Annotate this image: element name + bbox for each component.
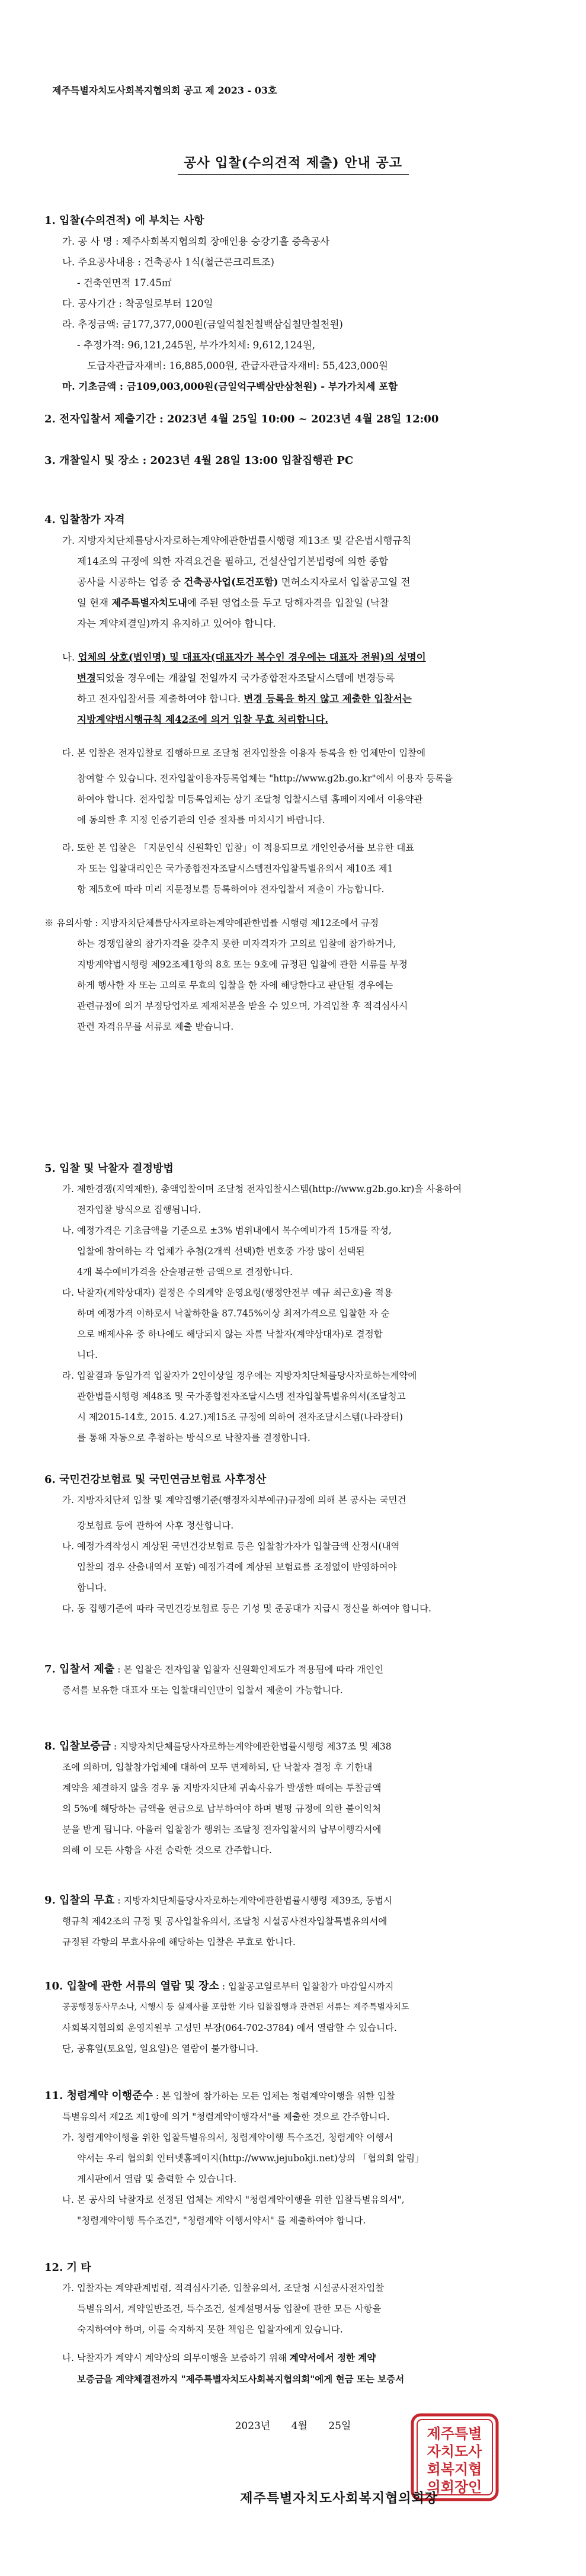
seal-text-2: 자치도사 [427, 2443, 482, 2460]
doc-review-3: 사회복지협의회 운영지원부 고성민 부장(064-702-3784) 에서 열람할 수 있습니다. [62, 2023, 397, 2033]
qualification-ga-2: 제14조의 규정에 의한 자격요건을 필하고, 건설산업기본법령에 의한 종합 [77, 556, 389, 567]
text-span: 일 현재 [77, 597, 112, 608]
caution-6: 관련 자격유무를 서류로 제출 받습니다. [77, 1021, 234, 1032]
material-costs: 도급자관급자재비: 16,885,000원, 관급자관급자재비: 55,423,000원 [87, 360, 388, 371]
text-span: : 본 입찰에 참가하는 모든 업체는 청렴계약이행을 위한 입찰 [152, 2091, 395, 2101]
qualification-na-4: 지방계약법시행규칙 제42조에 의거 입찰 무효 처리합니다. [77, 714, 329, 725]
method-da-4: 니다. [77, 1350, 98, 1360]
misc-ga-1: 가. 입찰자는 계약관계법령, 적격심사기준, 입찰유의서, 조달청 시설공사전자입찰 [62, 2283, 385, 2293]
method-da-1: 다. 낙찰자(계약상대자) 결정은 수의계약 운영요령(행정안전부 예규 최근호)을 적용 [62, 1287, 393, 1298]
section-10 [44, 1976, 550, 2059]
bid-bond-5: 분을 받게 됩니다. 아울러 입찰참가 행위는 조달청 전자입찰서의 납부이행각서에 [62, 1824, 382, 1835]
qualification-na-2 [44, 668, 550, 688]
bid-submission-2: 증서를 보유한 대표자 또는 입찰대리인만이 입찰서 제출이 가능합니다. [62, 1685, 343, 1696]
text-span: : 지방자치단체를당사자로하는계약에관한법률시행령 제37조 및 제38 [111, 1741, 392, 1752]
section-5-heading: 5. 입찰 및 낙찰자 결정방법 [44, 1162, 174, 1175]
seal-text-4: 의회장인 [427, 2478, 482, 2495]
text-span: 되었을 경우에는 개찰일 전일까지 국가종합전자조달시스템에 변경등록 [95, 672, 395, 684]
doc-review-4: 단, 공휴일(토요일, 일요일)은 열람이 불가합니다. [62, 2043, 259, 2054]
qualification-da-2: 참여할 수 있습니다. 전자입찰이용자등록업체는 "http://www.g2b.go.kr"에서 이용자 등록을 [77, 773, 453, 784]
section-12-cont [44, 2347, 550, 2390]
emphasis-text: 변경 [77, 672, 96, 684]
integrity-na-1: 나. 본 공사의 낙찰자로 선정된 업체는 계약시 "청렴계약이행을 위한 입찰특별유의서", [62, 2194, 405, 2205]
text-span: 나. 낙찰자가 계약시 계약상의 의무이행을 보증하기 위해 [62, 2353, 290, 2363]
integrity-ga-3: 게시판에서 열람 및 출력할 수 있습니다. [77, 2174, 237, 2184]
section-5 [44, 1158, 550, 1449]
integrity-ga-1: 가. 청렴계약이행을 위한 입찰특별유의서, 청렴계약이행 특수조건, 청렴계약 이행서 [62, 2132, 393, 2143]
method-na-2: 입찰에 참여하는 각 업체가 추첨(2개씩 선택)한 번호중 가장 많이 선택된 [77, 1246, 365, 1257]
insurance-na-1: 나. 예정가격작성시 계상된 국민건강보험료 등은 입찰참가자가 입찰금액 산정시(내역 [62, 1541, 400, 1552]
doc-review-1 [44, 1976, 550, 1997]
method-ra-3: 시 제2015-14호, 2015. 4.27.)제15조 규정에 의하여 전자조달시스템(나라장터) [77, 1412, 403, 1422]
qualification-na-3 [44, 688, 550, 709]
emphasis-text: 업체의 상호(법인명) 및 대표자(대표자가 복수인 경우에는 대표자 전원)의 성명이 [78, 652, 426, 663]
method-na-3: 4개 복수예비가격을 산술평균한 금액으로 결정합니다. [77, 1267, 293, 1277]
caution-4: 하게 행사한 자 또는 고의로 무효의 입찰을 한 자에 해당한다고 판단될 경우에는 [77, 980, 393, 991]
bid-bond-1 [44, 1736, 550, 1757]
bid-submission-period: 2. 전자입찰서 제출기간 : 2023년 4월 25일 10:00 ~ 2023년 4월 28일 12:00 [44, 413, 439, 425]
region: 제주특별자치도내 [111, 597, 187, 608]
project-name: 가. 공 사 명 : 제주사회복지협의회 장애인용 승강기홀 증축공사 [62, 236, 330, 247]
misc-ga-2: 특별유의서, 계약일반조건, 특수조건, 설계설명서등 입찰에 관한 모든 사항을 [77, 2303, 382, 2314]
estimated-price: - 추정가격: 96,121,245원, 부가가치세: 9,612,124원, [77, 339, 315, 351]
section-2 [44, 409, 550, 430]
insurance-da-1: 다. 동 집행기준에 따라 국민건강보험료 등은 기성 및 준공대가 지급시 정산을 하여야 합니다. [62, 1603, 431, 1614]
section-7 [44, 1659, 550, 1701]
text-span: 면허소지자로서 입찰공고일 전 [278, 576, 411, 588]
emphasis-text: 에게 현금 또는 보증서 [315, 2373, 405, 2385]
integrity-na-2: "청렴계약이행 특수조건", "청렴계약 이행서약서" 를 제출하여야 합니다. [77, 2215, 366, 2226]
integrity-2: 특별유의서 제2조 제1항에 의거 "청렴계약이행각서"를 제출한 것으로 간주합니다. [62, 2112, 390, 2122]
bid-invalid-1 [44, 1890, 550, 1911]
qualification-ga-3 [44, 572, 550, 592]
qualification-na-1 [44, 647, 550, 668]
construction-period: 다. 공사기간 : 착공일로부터 120일 [62, 298, 213, 309]
text-span: : 본 입찰은 전자입찰 입찰자 신원확인제도가 적용됨에 따라 개인인 [114, 1664, 384, 1675]
insurance-ga-1: 가. 지방자치단체 입찰 및 계약집행기준(행정자치부예규)규정에 의해 본 공사는 국민건 [62, 1495, 406, 1505]
bid-bond-4: 의 5%에 해당하는 금액을 현금으로 납부하여야 하며 별평 규정에 의한 불이익처 [62, 1803, 382, 1814]
section-7-heading: 7. 입찰서 제출 [44, 1663, 115, 1675]
text-span: : 입찰공고일로부터 입찰참가 마감일시까지 [219, 1981, 394, 1992]
insurance-ga-2: 강보험료 등에 관하여 사후 정산합니다. [77, 1520, 234, 1531]
method-ga-1: 가. 제한경쟁(지역제한), 총액입찰이며 조달청 전자입찰시스템(http://www.g2b.go.kr)을 사용하여 [62, 1184, 462, 1194]
qualification-da-1: 다. 본 입찰은 전자입찰로 집행하므로 조달청 전자입찰을 이용자 등록을 한 업체만이 입찰에 [62, 748, 426, 758]
qualification-ra-1: 라. 또한 본 입찰은 「지문인식 신원확인 입찰」이 적용되므로 개인인증서를 보유한 대표 [62, 842, 415, 853]
caution-1: ※ 유의사항 : 지방자치단체를당사자로하는계약에관한법률 시행령 제12조에서 규정 [44, 918, 379, 928]
section-10-heading: 10. 입찰에 관한 서류의 열람 및 장소 [44, 1980, 219, 1992]
insurance-na-3: 합니다. [77, 1582, 107, 1593]
text-span: 공사를 시공하는 업종 중 [77, 576, 184, 588]
method-da-3: 으로 배제사유 중 하나에도 해당되지 않는 자를 낙찰자(계약상대자)로 결정합 [77, 1329, 383, 1340]
title-underline [178, 174, 409, 175]
integrity-ga-2: 약서는 우리 협의회 인터넷홈페이지(http://www.jejubokji.net)상의 「협의회 알림」 [77, 2153, 424, 2164]
qualification-ra-3: 항 제5호에 따라 미리 지문정보를 등록하여야 전자입찰서 제출이 가능합니다. [77, 884, 385, 895]
section-3 [44, 450, 550, 471]
integrity-1 [44, 2085, 550, 2107]
method-ga-2: 전자입찰 방식으로 집행됩니다. [77, 1204, 201, 1215]
qualification-ra-2: 자 또는 입찰대리인은 국가종합전자조달시스템전자입찰특별유의서 제10조 제1 [77, 863, 393, 874]
bid-bond-6: 의해 이 모든 사항을 사전 승락한 것으로 간주합니다. [62, 1845, 272, 1856]
section-11 [44, 2085, 550, 2231]
method-ra-2: 관한법률시행령 제48조 및 국가종합전자조달시스템 전자입찰특별유의서(조달청고 [77, 1391, 406, 1402]
misc-na-2 [44, 2369, 550, 2390]
section-1-heading: 1. 입찰(수의견적) 에 부치는 사항 [44, 214, 204, 227]
section-12-heading: 12. 기 타 [44, 2261, 91, 2274]
section-6-heading: 6. 국민건강보험료 및 국민연금보험료 사후정산 [44, 1473, 267, 1486]
floor-area: - 건축연면적 17.45㎡ [77, 277, 172, 289]
bid-invalid-2: 행규칙 제42조의 규정 및 공사입찰유의서, 조달청 시설공사전자입찰특별유의서에 [62, 1916, 388, 1927]
method-ra-4: 를 통해 자동으로 추첨하는 방식으로 낙찰자를 결정합니다. [77, 1433, 310, 1443]
method-na-1: 나. 예정가격은 기초금액을 기준으로 ±3% 범위내에서 복수예비가격 15개를 작성, [62, 1225, 392, 1236]
bid-bond-3: 계약을 체결하지 않을 경우 동 지방자치단체 귀속사유가 발생한 때에는 투찰금액 [62, 1783, 382, 1793]
qualification-ga-5: 자는 계약체결일)까지 유지하고 있어야 합니다. [77, 618, 276, 629]
bid-invalid-3: 규정된 각항의 무효사유에 해당하는 입찰은 무효로 합니다. [62, 1937, 296, 1947]
section-6 [44, 1469, 550, 1619]
section-1 [44, 210, 550, 397]
qualification-da-4: 에 동의한 후 지정 인증기관의 인증 절차를 마치시기 바랍니다. [77, 815, 325, 825]
text-span: 에 주된 영업소를 두고 당해자격을 입찰일 (낙찰 [187, 597, 389, 608]
text-span: : 지방자치단체를당사자로하는계약에관한법률시행령 제39조, 동법시 [114, 1895, 393, 1906]
opening-datetime: 3. 개찰일시 및 장소 : 2023년 4월 28일 13:00 입찰집행관 PC [44, 454, 354, 467]
estimated-amount: 라. 추정금액: 금177,377,000원(금일억칠천칠백삼십칠만칠천원) [62, 319, 343, 330]
main-work: 나. 주요공사내용 : 건축공사 1식(철근콘크리트조) [62, 257, 274, 268]
notice-number: 제주특별자치도사회복지협의회 공고 제 2023 - 03호 [52, 85, 277, 96]
organization-signature: 제주특별자치도사회복지협의회장 [240, 2491, 438, 2506]
seal-text-3: 회복지협 [427, 2460, 482, 2478]
emphasis-text: 계약서에서 정한 계약 [289, 2352, 376, 2363]
caution-3: 지방계약법시행령 제92조제1항의 8호 또는 9호에 규정된 입찰에 관한 서류를 부정 [77, 959, 408, 970]
qualification-ga-4 [44, 592, 550, 613]
section-8 [44, 1736, 550, 1861]
bid-submission-1 [44, 1659, 550, 1680]
page-title: 공사 입찰(수의견적 제출) 안내 공고 [184, 155, 402, 171]
base-amount: 마. 기초금액 : 금109,003,000원(금일억구백삼만삼천원) - 부가가치세 포함 [62, 381, 398, 392]
license-type: 건축공사업(토건포함) [184, 576, 278, 588]
section-11-heading: 11. 청렴계약 이행준수 [44, 2090, 153, 2102]
doc-review-2: 공공행정동사무소나, 시행시 등 실제사를 포함한 기타 입찰집행과 관련된 서류는 제주특별자치도 [62, 2003, 409, 2012]
caution-2: 하는 경쟁입찰의 참가자격을 갖추지 못한 미자격자가 고의로 입찰에 참가하거나, [77, 938, 396, 949]
caution-5: 관련규정에 의거 부정당업자로 제재처분을 받을 수 있으며, 가격입찰 후 적격심사시 [77, 1001, 408, 1011]
qualification-da-3: 하여야 합니다. 전자입찰 미등록업체는 상기 조달청 입찰시스템 홈페이지에서 이용약관 [77, 794, 423, 805]
announcement-date: 2023년 4월 25일 [235, 2420, 351, 2432]
misc-ga-3: 숙지하여야 하며, 이를 숙지하지 못한 책임은 입찰자에게 있습니다. [77, 2324, 343, 2335]
method-da-2: 하며 예정가격 이하로서 낙찰하한율 87.745%이상 최저가격으로 입찰한 자 순 [77, 1308, 390, 1319]
section-4-heading: 4. 입찰참가 자격 [44, 514, 125, 526]
misc-na-1 [44, 2347, 550, 2369]
section-9-heading: 9. 입찰의 무효 [44, 1894, 115, 1907]
seal-text-1: 제주특별 [427, 2425, 482, 2442]
section-12 [44, 2257, 550, 2340]
text-span: 나. [62, 652, 78, 663]
emphasis-text: 변경 등록을 하지 않고 제출한 입찰서는 [244, 693, 412, 704]
text-span: 하고 전자입찰서를 제출하여야 합니다. [77, 693, 244, 704]
emphasis-text: 보증금을 계약체결전까지 "제주특별자치도사회복지협의회" [77, 2373, 315, 2385]
bid-bond-2: 조에 의하며, 입찰참가업체에 대하여 모두 면제하되, 단 낙찰자 결정 후 기한내 [62, 1762, 373, 1773]
section-8-heading: 8. 입찰보증금 [44, 1740, 111, 1752]
section-4 [44, 510, 550, 1037]
method-ra-1: 라. 입찰결과 동일가격 입찰자가 2인이상일 경우에는 지방자치단체를당사자로하는계약에 [62, 1370, 417, 1381]
qualification-ga-1: 가. 지방자치단체를당사자로하는계약에관한법률시행령 제13조 및 같은법시행규칙 [62, 535, 412, 546]
section-9 [44, 1890, 550, 1953]
insurance-na-2: 입찰의 경우 산출내역서 포함) 예정가격에 계상된 보험료를 조정없이 반영하여야 [77, 1562, 397, 1572]
